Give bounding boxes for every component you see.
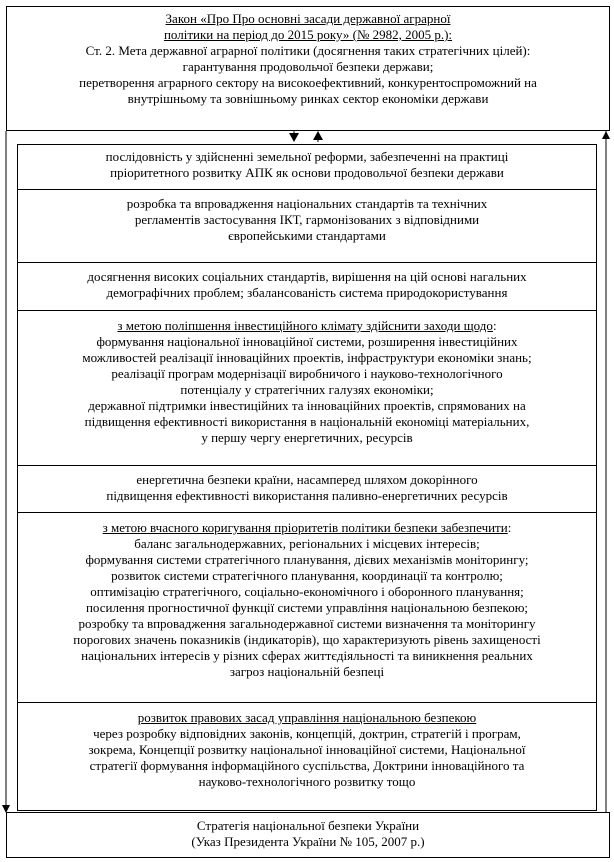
block-line: посилення прогностичної функції системи управління національною безпекою; — [85, 600, 529, 615]
law-line: внутрішньому та зовнішньому ринках сектор економіки держави — [127, 91, 489, 106]
block-line: можливостей реалізації інноваційних проектів, інфраструктури економіки знань; — [82, 350, 532, 365]
block-line: формування системи стратегічного планування, дієвих механізмів моніторингу; — [85, 552, 529, 567]
strategy-line-1: Стратегія національної безпеки України — [196, 818, 420, 833]
block-line: зокрема, Концепції розвитку національної інноваційної системи, Національної — [88, 742, 526, 757]
block-line: реалізації програм модернізації виробничого і науково-технологічного — [111, 366, 503, 381]
block-land-reform — [17, 144, 597, 190]
block-line: розробку та впровадження загальнодержавної системи визначення та моніторингу — [78, 616, 536, 631]
block-line: підвищення ефективності використання в національній економіці матеріальних, — [84, 414, 530, 429]
block-security-priorities — [17, 512, 597, 703]
block-energy-security — [17, 465, 597, 513]
block-investment-climate — [17, 310, 597, 466]
block-line: регламентів застосування ІКТ, гармонізованих з відповідними — [134, 212, 480, 227]
block-ict-standards — [17, 189, 597, 263]
block-line: розробка та впровадження національних стандартів та технічних — [126, 196, 488, 211]
law-line: гарантування продовольчої безпеки держави; — [182, 59, 434, 74]
block-line: потенціалу у стратегічних галузях економіки; — [180, 382, 434, 397]
national-security-strategy-box — [6, 812, 610, 858]
block-line: енергетична безпеки країни, насамперед шляхом докорінного — [136, 472, 478, 487]
block-line: пріоритетного розвитку АПК як основи продовольчої безпеки держави — [110, 165, 504, 180]
law-line: перетворення аграрного сектору на високоефективний, конкурентоспроможний на — [79, 75, 537, 90]
block-line: національних інтересів у різних сферах життєдіяльності та виникнення реальних — [81, 648, 533, 663]
arrow-up-icon — [313, 131, 323, 140]
block-line: послідовність у здійсненні земельної реформи, забезпеченні на практиці — [105, 149, 509, 164]
block-heading: розвиток правових засад управління національною безпекою — [137, 710, 477, 725]
block-line: стратегії формування інформаційного суспільства, Доктрини інноваційного та — [89, 758, 525, 773]
strategy-line-2: (Указ Президента України № 105, 2007 р.) — [191, 834, 425, 849]
agrarian-law-box — [6, 6, 610, 131]
law-title-line-1: Закон «Про Про основні засади державної аграрної — [165, 11, 451, 26]
block-line: у першу чергу енергетичних, ресурсів — [201, 430, 413, 445]
block-line: розвиток системи стратегічного планування, координації та контролю; — [111, 568, 503, 583]
block-line: демографічних проблем; збалансованість система природокористування — [106, 285, 508, 300]
law-line: Ст. 2. Мета державної аграрної політики (досягнення таких стратегічних цілей): — [85, 43, 531, 58]
block-heading: з метою вчасного коригування пріоритетів політики безпеки забезпечити: — [102, 520, 512, 535]
block-legal-basis — [17, 702, 597, 811]
block-line: через розробку відповідних законів, концепцій, доктрин, стратегій і програм, — [93, 726, 521, 741]
arrow-up-right-icon — [602, 131, 610, 139]
block-line: підвищення ефективності використання паливно-енергетичних ресурсів — [106, 488, 508, 503]
block-social-standards — [17, 262, 597, 311]
block-line: порогових значень показників (індикаторів), що характеризують рівень захищеності — [73, 632, 541, 647]
block-line: досягнення високих соціальних стандартів, вирішення на цій основі нагальних — [87, 269, 527, 284]
arrow-down-icon — [289, 133, 299, 142]
block-line: загроз національній безпеці — [229, 664, 385, 679]
block-line: оптимізацію стратегічного, соціально-економічного і оборонного планування; — [90, 584, 524, 599]
block-line: державної підтримки інвестиційних та інноваційних проектів, спрямованих на — [88, 398, 526, 413]
block-line: формування національної інноваційної системи, розширення інвестиційних — [96, 334, 518, 349]
block-line: науково-технологічного розвитку тощо — [198, 774, 416, 789]
law-title-line-2: політики на період до 2015 року» (№ 2982, 2005 р.): — [163, 27, 453, 42]
block-line: баланс загальнодержавних, регіональних і місцевих інтересів; — [134, 536, 480, 551]
block-line: європейськими стандартами — [228, 228, 386, 243]
block-heading: з метою поліпшення інвестиційного клімату здійснити заходи щодо: — [117, 318, 497, 333]
